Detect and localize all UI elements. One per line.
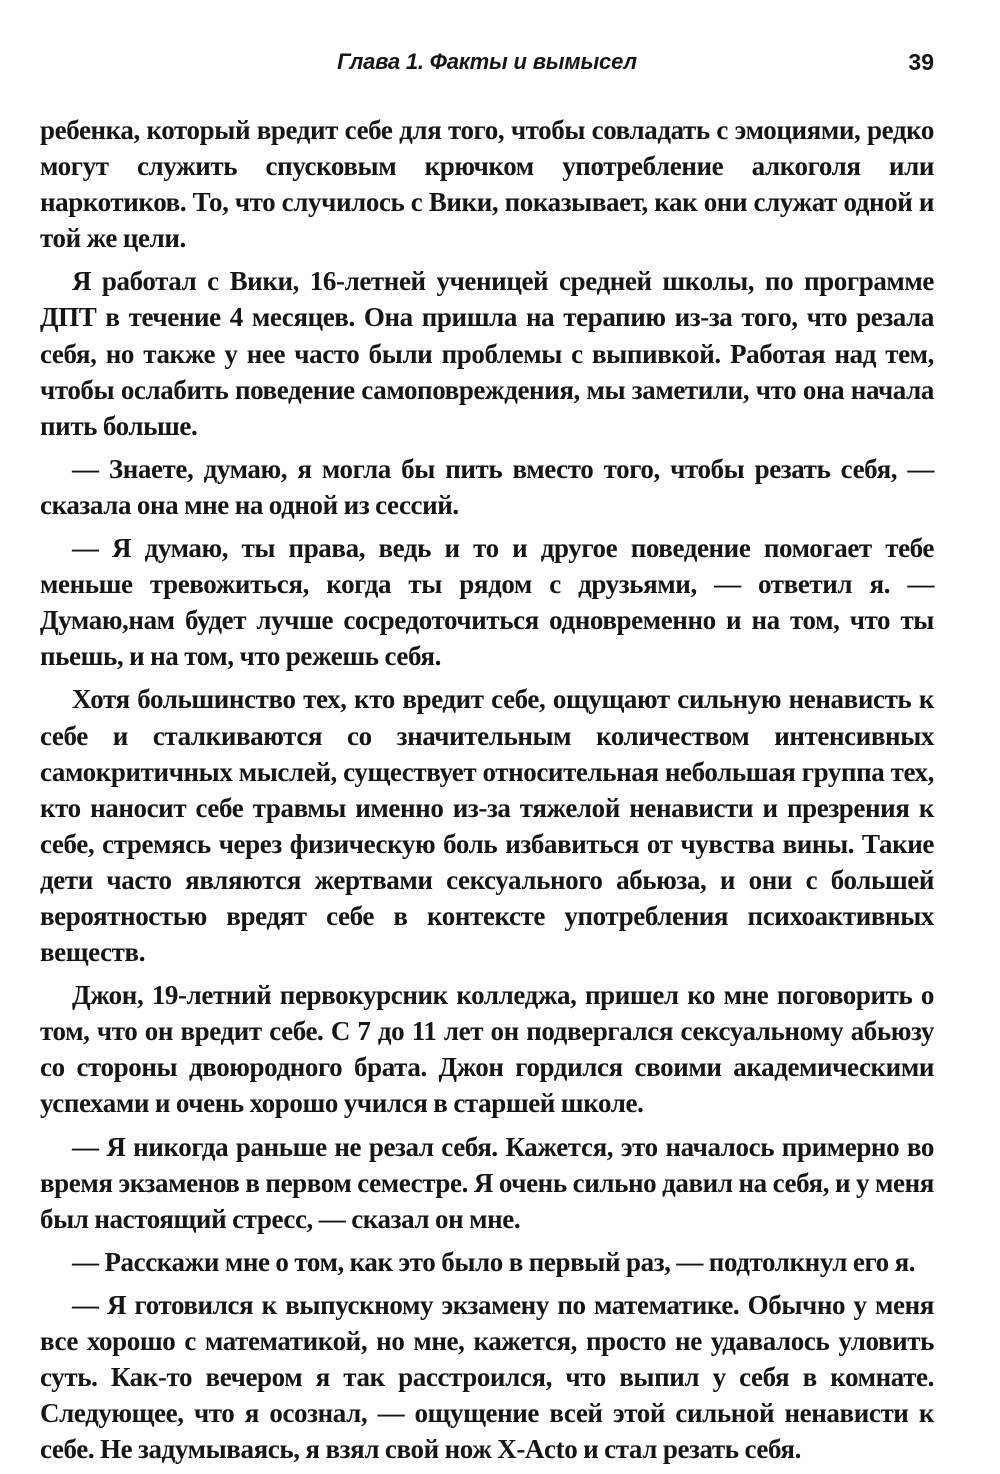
paragraph-continuation: ребенка, который вредит себе для того, чтобы совладать с эмоциями, редко могут служить спусковым крючком употребление алкоголя или наркотиков. То, что случилось с Вики, показывает, как они служат одной и той же цели. (40, 115, 934, 254)
chapter-title: Глава 1. Факты и вымысел (337, 49, 637, 74)
paragraph-self-hatred: Хотя большинство тех, кто вредит себе, ощущают сильную ненависть к себе и сталкиваются со значительным количеством интенсивных самокритичных мыслей, существует относительная небольшая группа тех, кто наносит себе травмы именно из-за тяжелой ненависти и презрения к себе, стремясь через физическую боль избавиться от чувства вины. Такие дети часто являются жертвами сексуального абьюза, и они с большей вероятностью вредят себе в контексте употребления психоактивных веществ. (40, 684, 934, 968)
page-number: 39 (908, 49, 934, 75)
paragraph-vicki-intro: Я работал с Вики, 16-летней ученицей средней школы, по программе ДПТ в течение 4 месяцев. Она пришла на терапию из-за того, что резала себя, но также у нее часто были проблемы с выпивкой. Работая над тем, чтобы ослабить поведение самоповреждения, мы заметили, что она начала пить больше. (40, 266, 934, 441)
running-header (40, 47, 934, 81)
dialogue-vicki: — Знаете, думаю, я могла бы пить вместо того, чтобы резать себя, — сказала она мне на одной из сессий. (40, 453, 934, 520)
paragraph-john-intro: Джон, 19-летний первокурсник колледжа, пришел ко мне поговорить о том, что он вредит себе. С 7 до 11 лет он подвергался сексуальному абьюзу со стороны двоюродного брата. Джон гордился своими академическими успехами и очень хорошо учился в старшей школе. (40, 980, 934, 1119)
dialogue-therapist-2: — Расскажи мне о том, как это было в первый раз, — подтолкнул его я. (72, 1246, 916, 1277)
dialogue-therapist: — Я думаю, ты права, ведь и то и другое поведение помогает тебе меньше тревожиться, когда ты рядом с друзьями, — ответил я. — Думаю,нам будет лучше сосредоточиться одновременно и на том, что ты пьешь, и на том, что режешь себя. (40, 533, 934, 672)
dialogue-john-1: — Я никогда раньше не резал себя. Кажется, это началось примерно во время экзаменов в первом семестре. Я очень сильно давил на себя, и у меня был настоящий стресс, — сказал он мне. (40, 1131, 934, 1234)
dialogue-john-2: — Я готовился к выпускному экзамену по математике. Обычно у меня все хорошо с математикой, но мне, кажется, просто не удавалось уловить суть. Как-то вечером я так расстроился, что выпил у себя в комнате. Следующее, что я осознал, — ощущение всей этой сильной ненависти к себе. Не задумываясь, я взял свой нож X-Acto и стал резать себя. (40, 1289, 934, 1465)
body-text (40, 112, 934, 1474)
